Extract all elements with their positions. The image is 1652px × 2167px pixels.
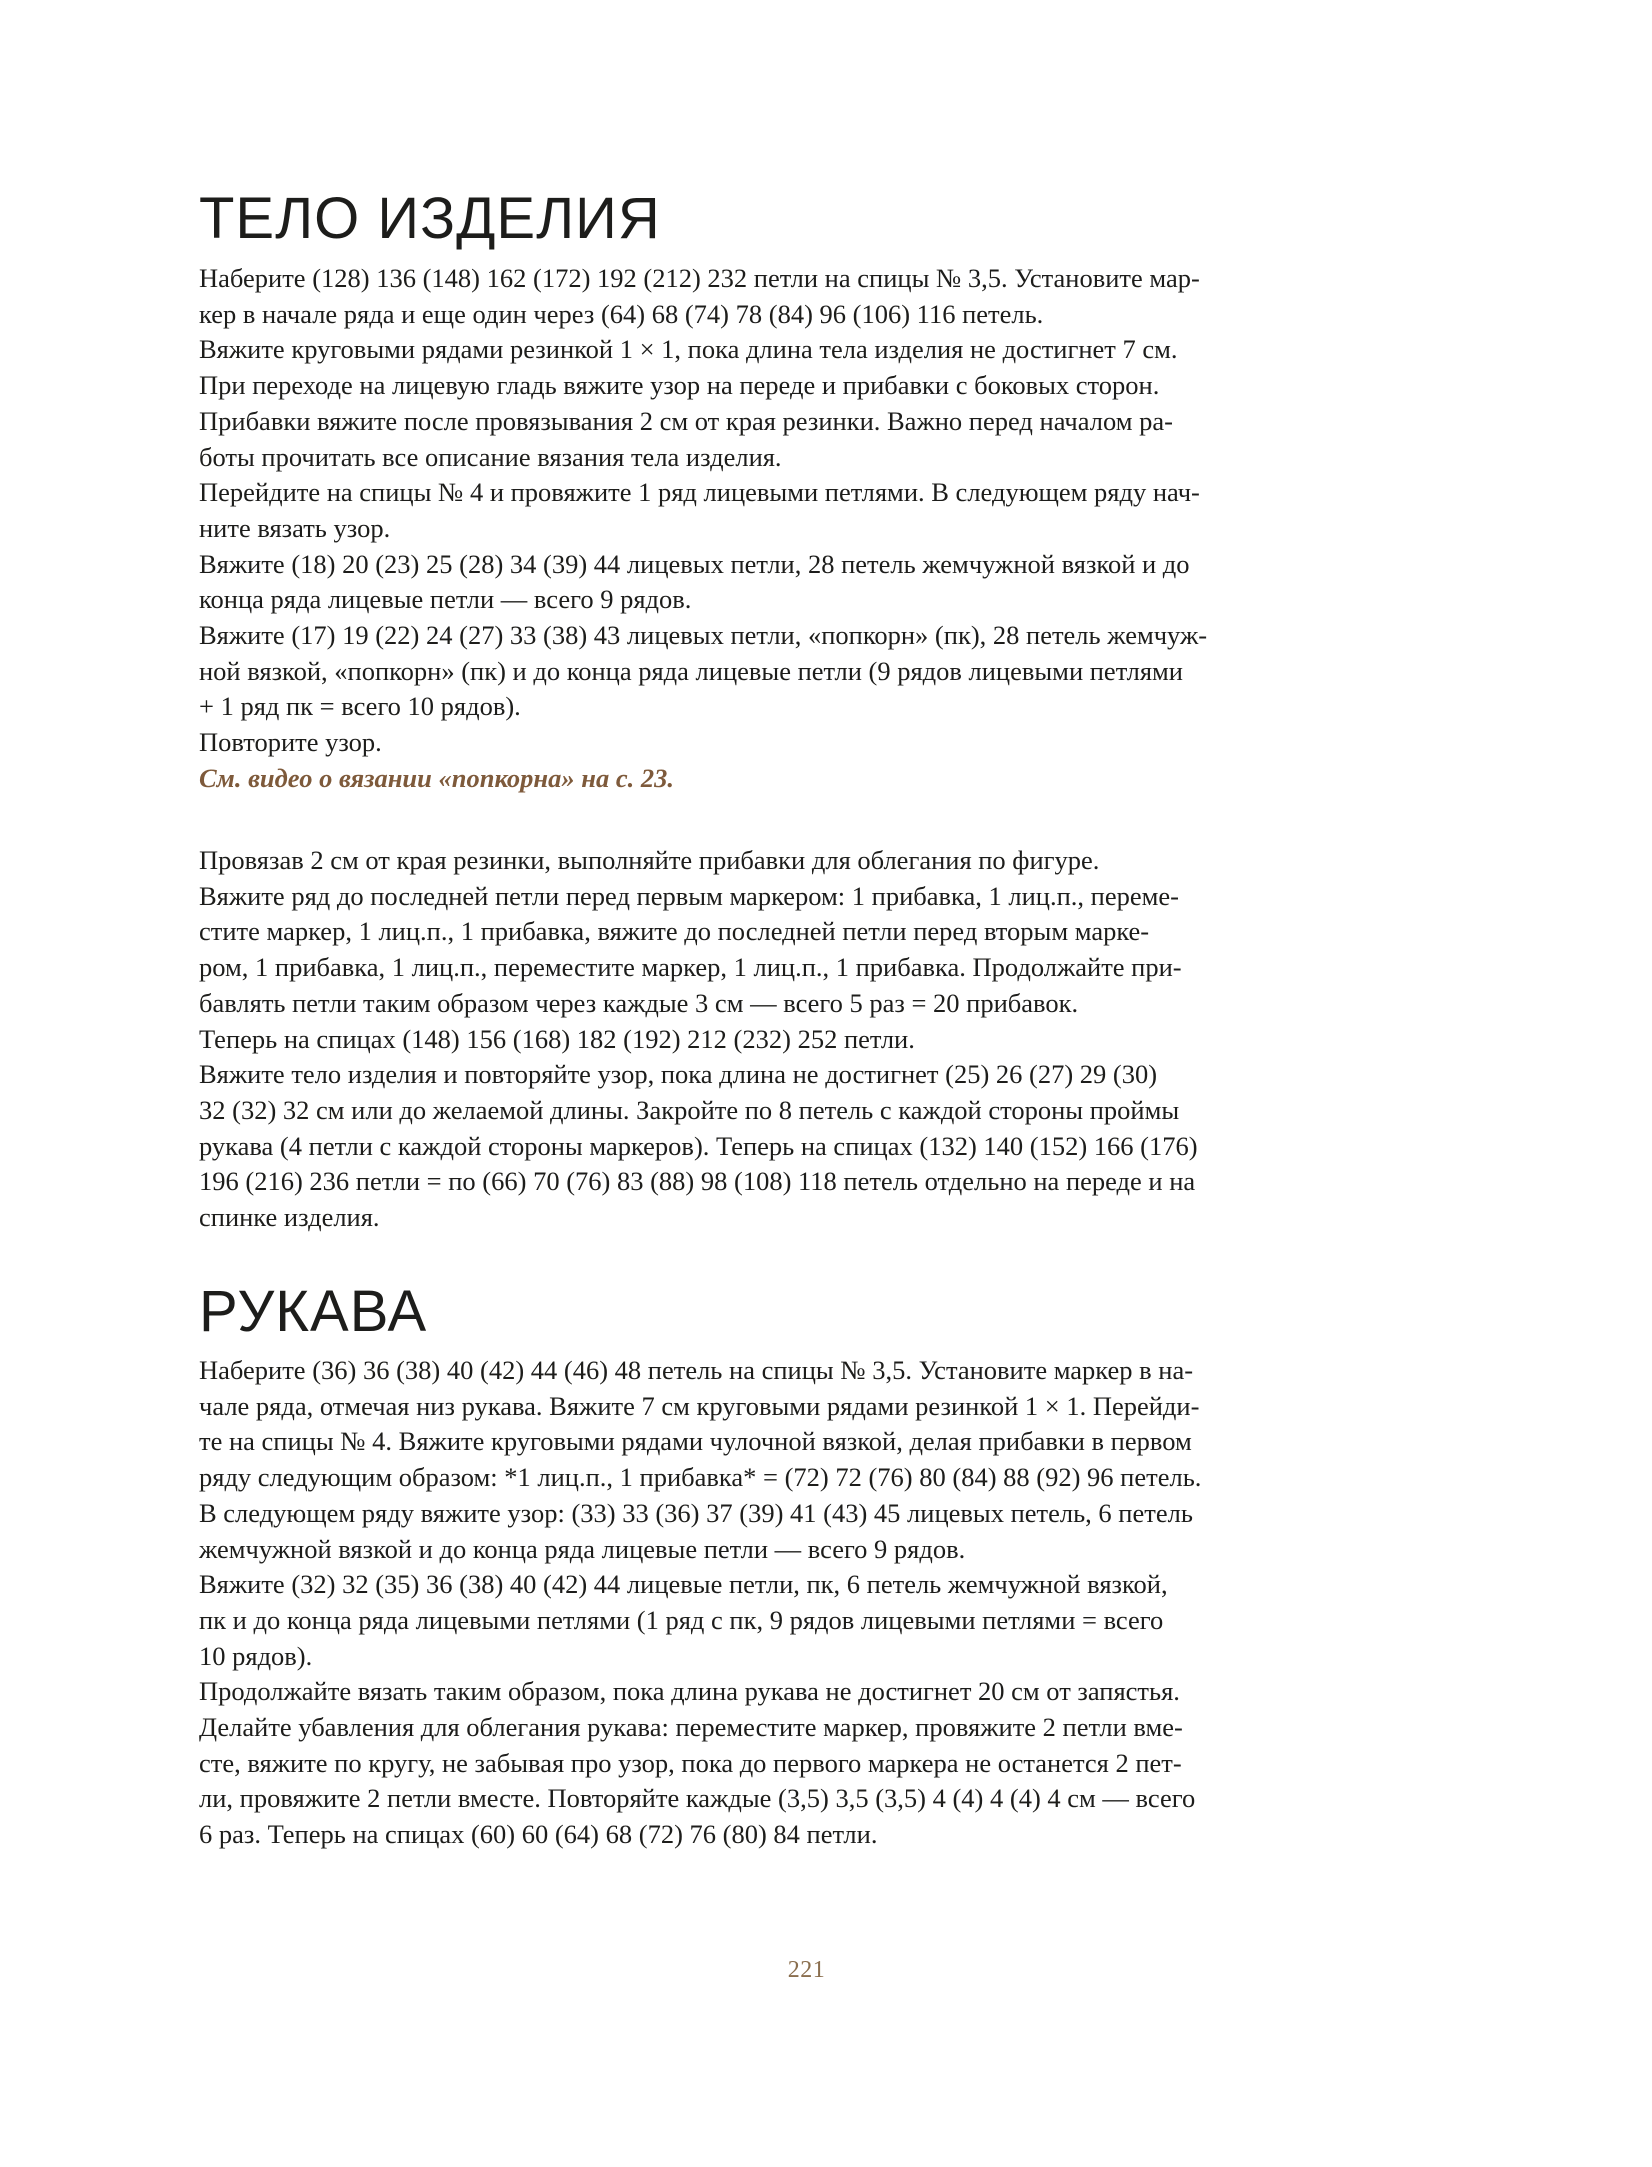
text-line: ните вязать узор. [199,512,391,543]
text-line: Вяжите (17) 19 (22) 24 (27) 33 (38) 43 лицевых петли, «попкорн» (пк), 28 петель жемчуж- [199,620,1208,651]
text-line: стите маркер, 1 лиц.п., 1 прибавка, вяжите до последней петли перед вторым марке- [199,916,1150,947]
text-line: Вяжите ряд до последней петли перед первым маркером: 1 прибавка, 1 лиц.п., переме- [199,880,1179,911]
text-line: Наберите (36) 36 (38) 40 (42) 44 (46) 48 петель на спицы № 3,5. Установите маркер в на- [199,1355,1194,1385]
text-line: Повторите узор. [199,727,382,758]
text-line: сте, вяжите по кругу, не забывая про узор, пока до первого маркера не останется 2 пет- [199,1747,1182,1778]
body-instructions-part2 [199,843,1439,1236]
text-line: спинке изделия. [199,1202,380,1233]
section-title-body: ТЕЛО ИЗДЕЛИЯ [199,186,661,251]
text-line: Продолжайте вязать таким образом, пока длина рукава не достигнет 20 см от запястья. [199,1676,1180,1707]
text-line: рукава (4 петли с каждой стороны маркеров). Теперь на спицах (132) 140 (152) 166 (176) [199,1130,1198,1161]
text-line: В следующем ряду вяжите узор: (33) 33 (36) 37 (39) 41 (43) 45 лицевых петель, 6 петель [199,1497,1193,1528]
text-line: Делайте убавления для облегания рукава: переместите маркер, провяжите 2 петли вме- [199,1712,1183,1743]
text-line: Прибавки вяжите после провязывания 2 см от края резинки. Важно перед началом ра- [199,405,1173,436]
sleeves-instructions [199,1353,1439,1853]
video-reference-link[interactable]: См. видео о вязании «попкорна» на с. 23. [199,762,674,793]
text-line: Провязав 2 см от края резинки, выполняйте прибавки для облегания по фигуре. [199,845,1100,875]
text-line: Вяжите тело изделия и повторяйте узор, пока длина не достигнет (25) 26 (27) 29 (30) [199,1059,1158,1090]
text-line: При переходе на лицевую гладь вяжите узор на переде и прибавки с боковых сторон. [199,370,1160,401]
text-line: ряду следующим образом: *1 лиц.п., 1 прибавка* = (72) 72 (76) 80 (84) 88 (92) 96 петель. [199,1462,1202,1493]
text-line: жемчужной вязкой и до конца ряда лицевые петли — всего 9 рядов. [199,1533,966,1564]
text-line: Вяжите (18) 20 (23) 25 (28) 34 (39) 44 лицевых петли, 28 петель жемчужной вязкой и до [199,548,1190,579]
text-line: пк и до конца ряда лицевыми петлями (1 ряд с пк, 9 рядов лицевыми петлями = всего [199,1604,1164,1635]
text-line: 196 (216) 236 петли = по (66) 70 (76) 83 (88) 98 (108) 118 петель отдельно на переде и на [199,1166,1196,1197]
text-line: Перейдите на спицы № 4 и провяжите 1 ряд лицевыми петлями. В следующем ряду нач- [199,477,1200,508]
text-line: те на спицы № 4. Вяжите круговыми рядами чулочной вязкой, делая прибавки в первом [199,1426,1192,1457]
text-line: Вяжите круговыми рядами резинкой 1 × 1, пока длина тела изделия не достигнет 7 см. [199,334,1178,365]
body-instructions-part1 [199,261,1439,797]
text-line: конца ряда лицевые петли — всего 9 рядов. [199,584,692,615]
text-line: ром, 1 прибавка, 1 лиц.п., переместите маркер, 1 лиц.п., 1 прибавка. Продолжайте при- [199,952,1182,983]
text-line: 10 рядов). [199,1640,313,1671]
section-title-sleeves: РУКАВА [199,1279,428,1344]
text-line: Наберите (128) 136 (148) 162 (172) 192 (212) 232 петли на спицы № 3,5. Установите мар- [199,263,1200,293]
text-line: Вяжите (32) 32 (35) 36 (38) 40 (42) 44 лицевые петли, пк, 6 петель жемчужной вязкой, [199,1569,1168,1600]
text-line: чале ряда, отмечая низ рукава. Вяжите 7 см круговыми рядами резинкой 1 × 1. Перейди- [199,1390,1200,1421]
text-line: ной вязкой, «попкорн» (пк) и до конца ряда лицевые петли (9 рядов лицевыми петлями [199,655,1183,686]
text-line: Теперь на спицах (148) 156 (168) 182 (192) 212 (232) 252 петли. [199,1023,915,1054]
text-line: + 1 ряд пк = всего 10 рядов). [199,691,521,722]
book-page [199,0,1429,2167]
text-line: 32 (32) 32 см или до желаемой длины. Закройте по 8 петель с каждой стороны проймы [199,1094,1180,1125]
text-line: 6 раз. Теперь на спицах (60) 60 (64) 68 (72) 76 (80) 84 петли. [199,1819,878,1850]
text-line: боты прочитать все описание вязания тела изделия. [199,441,782,472]
text-line: бавлять петли таким образом через каждые 3 см — всего 5 раз = 20 прибавок. [199,987,1079,1018]
page-number: 221 [787,1957,826,1983]
text-line: ли, провяжите 2 петли вместе. Повторяйте каждые (3,5) 3,5 (3,5) 4 (4) 4 (4) 4 см — всего [199,1783,1196,1814]
text-line: кер в начале ряда и еще один через (64) 68 (74) 78 (84) 96 (106) 116 петель. [199,298,1044,329]
